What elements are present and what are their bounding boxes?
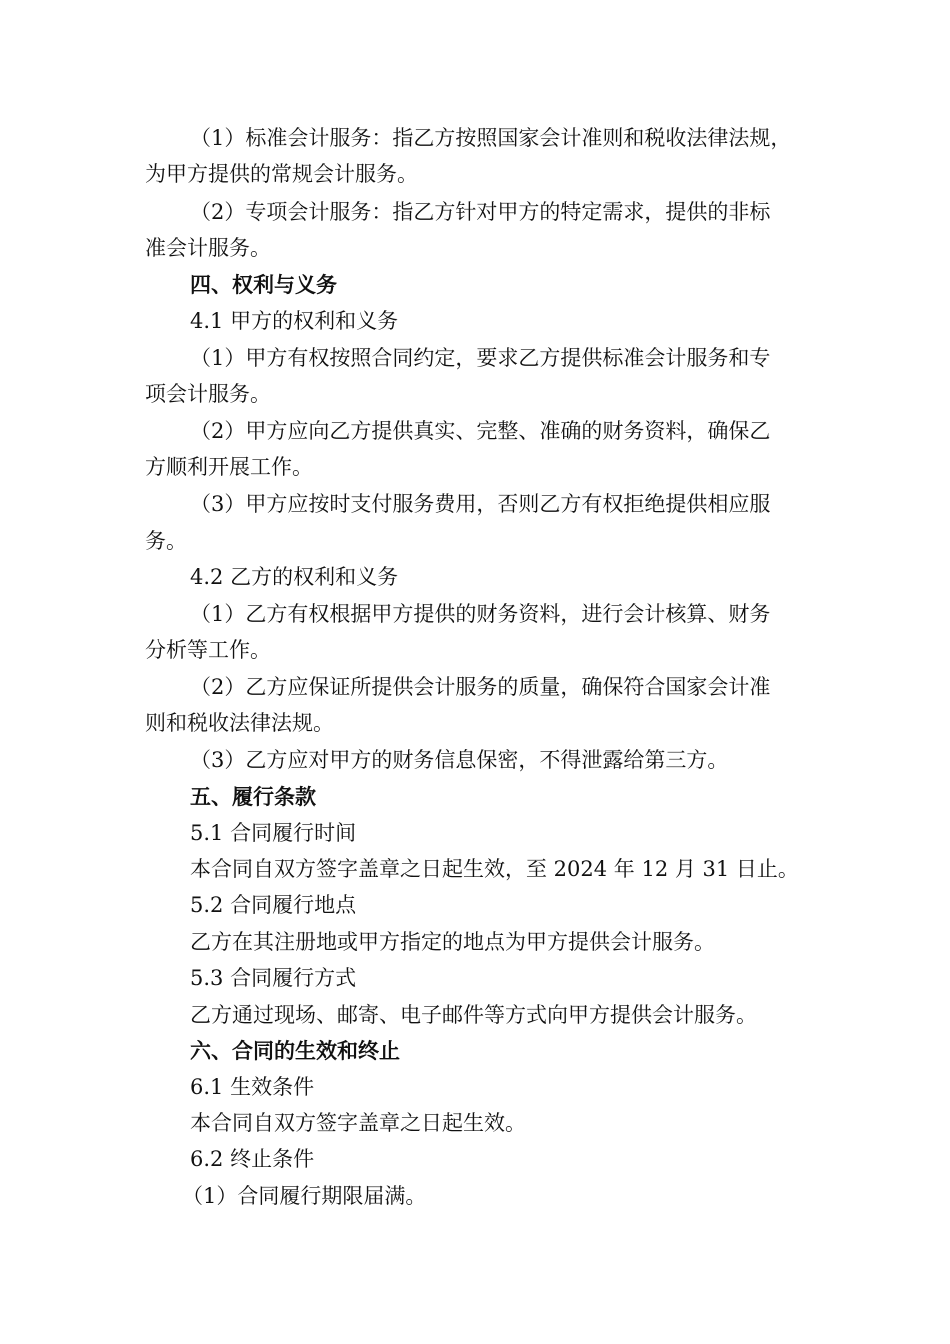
clause-b1-cont: 分析等工作。: [145, 638, 271, 662]
clause-standard-service: （1）标准会计服务：指乙方按照国家会计准则和税收法律法规，: [190, 126, 792, 150]
clause-b2: （2）乙方应保证所提供会计服务的质量，确保符合国家会计准: [190, 675, 771, 699]
subsection-heading-4-1: 4.1 甲方的权利和义务: [190, 309, 399, 333]
effect-condition-text: 本合同自双方签字盖章之日起生效。: [190, 1111, 526, 1135]
clause-a2-cont: 方顺利开展工作。: [145, 455, 313, 479]
clause-a2: （2）甲方应向乙方提供真实、完整、准确的财务资料，确保乙: [190, 419, 771, 443]
subsection-heading-5-2: 5.2 合同履行地点: [190, 893, 357, 917]
subsection-heading-6-2: 6.2 终止条件: [190, 1147, 315, 1171]
clause-b2-cont: 则和税收法律法规。: [145, 711, 334, 735]
clause-standard-service-cont: 为甲方提供的常规会计服务。: [145, 162, 418, 186]
clause-a1-cont: 项会计服务。: [145, 382, 271, 406]
performance-time-text: 本合同自双方签字盖章之日起生效，至 2024 年 12 月 31 日止。: [190, 857, 799, 881]
performance-method-text: 乙方通过现场、邮寄、电子邮件等方式向甲方提供会计服务。: [190, 1003, 757, 1027]
subsection-heading-5-3: 5.3 合同履行方式: [190, 966, 357, 990]
clause-b1: （1）乙方有权根据甲方提供的财务资料，进行会计核算、财务: [190, 602, 771, 626]
clause-a1: （1）甲方有权按照合同约定，要求乙方提供标准会计服务和专: [190, 346, 771, 370]
clause-b3: （3）乙方应对甲方的财务信息保密，不得泄露给第三方。: [190, 748, 729, 772]
clause-special-service-cont: 准会计服务。: [145, 236, 271, 260]
section-heading-effect: 六、合同的生效和终止: [190, 1039, 400, 1063]
subsection-heading-5-1: 5.1 合同履行时间: [190, 821, 357, 845]
section-heading-rights: 四、权利与义务: [190, 273, 337, 297]
clause-a3: （3）甲方应按时支付服务费用，否则乙方有权拒绝提供相应服: [190, 492, 771, 516]
performance-place-text: 乙方在其注册地或甲方指定的地点为甲方提供会计服务。: [190, 930, 715, 954]
termination-item-1: （1）合同履行期限届满。: [182, 1184, 427, 1208]
clause-special-service: （2）专项会计服务：指乙方针对甲方的特定需求，提供的非标: [190, 200, 771, 224]
section-heading-performance: 五、履行条款: [190, 785, 316, 809]
clause-a3-cont: 务。: [145, 529, 187, 553]
subsection-heading-6-1: 6.1 生效条件: [190, 1075, 315, 1099]
subsection-heading-4-2: 4.2 乙方的权利和义务: [190, 565, 399, 589]
